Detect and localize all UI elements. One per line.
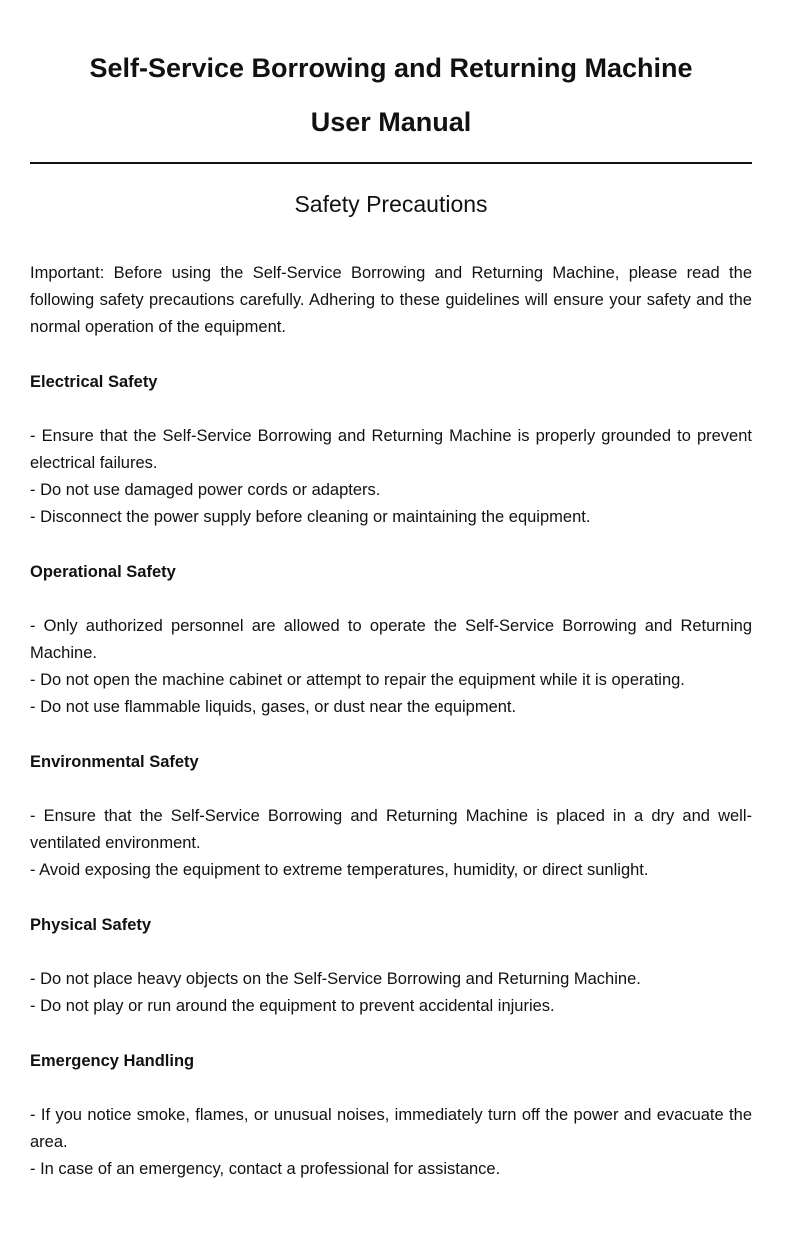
precaution-item: - Do not use flammable liquids, gases, or dust near the equipment. bbox=[30, 698, 517, 716]
section-heading: Electrical Safety bbox=[30, 373, 158, 391]
precaution-item: - Only authorized personnel are allowed to operate the Self-Service Borrowing and Returning Machine. bbox=[30, 617, 752, 662]
section-heading: Environmental Safety bbox=[30, 753, 199, 771]
precaution-item: - Do not use damaged power cords or adapters. bbox=[30, 481, 381, 499]
safety-section bbox=[30, 749, 752, 884]
title-divider bbox=[30, 162, 752, 164]
precaution-item: - Do not place heavy objects on the Self-Service Borrowing and Returning Machine. bbox=[30, 970, 641, 988]
precaution-list bbox=[30, 1102, 752, 1183]
precaution-list bbox=[30, 966, 752, 1020]
section-heading: Physical Safety bbox=[30, 916, 152, 934]
safety-section bbox=[30, 369, 752, 531]
safety-section bbox=[30, 912, 752, 1020]
safety-sections bbox=[30, 369, 752, 1183]
precaution-item: - In case of an emergency, contact a professional for assistance. bbox=[30, 1160, 501, 1178]
document-subtitle-manual: User Manual bbox=[310, 107, 472, 137]
safety-section bbox=[30, 559, 752, 721]
precaution-item: - Ensure that the Self-Service Borrowing and Returning Machine is properly grounded to prevent electrical failures. bbox=[30, 427, 752, 472]
precaution-list bbox=[30, 613, 752, 721]
section-title: Safety Precautions bbox=[294, 191, 488, 217]
precaution-item: - Disconnect the power supply before cleaning or maintaining the equipment. bbox=[30, 508, 591, 526]
document-title: Self-Service Borrowing and Returning Machine bbox=[89, 53, 693, 83]
section-heading: Emergency Handling bbox=[30, 1052, 195, 1070]
precaution-list bbox=[30, 803, 752, 884]
precaution-item: - Do not play or run around the equipment to prevent accidental injuries. bbox=[30, 997, 555, 1015]
safety-section bbox=[30, 1048, 752, 1183]
precaution-item: - Do not open the machine cabinet or attempt to repair the equipment while it is operating. bbox=[30, 671, 685, 689]
precaution-item: - Avoid exposing the equipment to extreme temperatures, humidity, or direct sunlight. bbox=[30, 861, 649, 879]
precaution-item: - If you notice smoke, flames, or unusual noises, immediately turn off the power and evacuate the area. bbox=[30, 1106, 752, 1151]
section-heading: Operational Safety bbox=[30, 563, 176, 581]
precaution-item: - Ensure that the Self-Service Borrowing and Returning Machine is placed in a dry and well-ventilated environment. bbox=[30, 807, 752, 852]
precaution-list bbox=[30, 423, 752, 531]
intro-paragraph: Important: Before using the Self-Service Borrowing and Returning Machine, please read the following safety precautions carefully. Adhering to these guidelines will ensure your safety and the normal operation of the equipment. bbox=[30, 264, 752, 336]
